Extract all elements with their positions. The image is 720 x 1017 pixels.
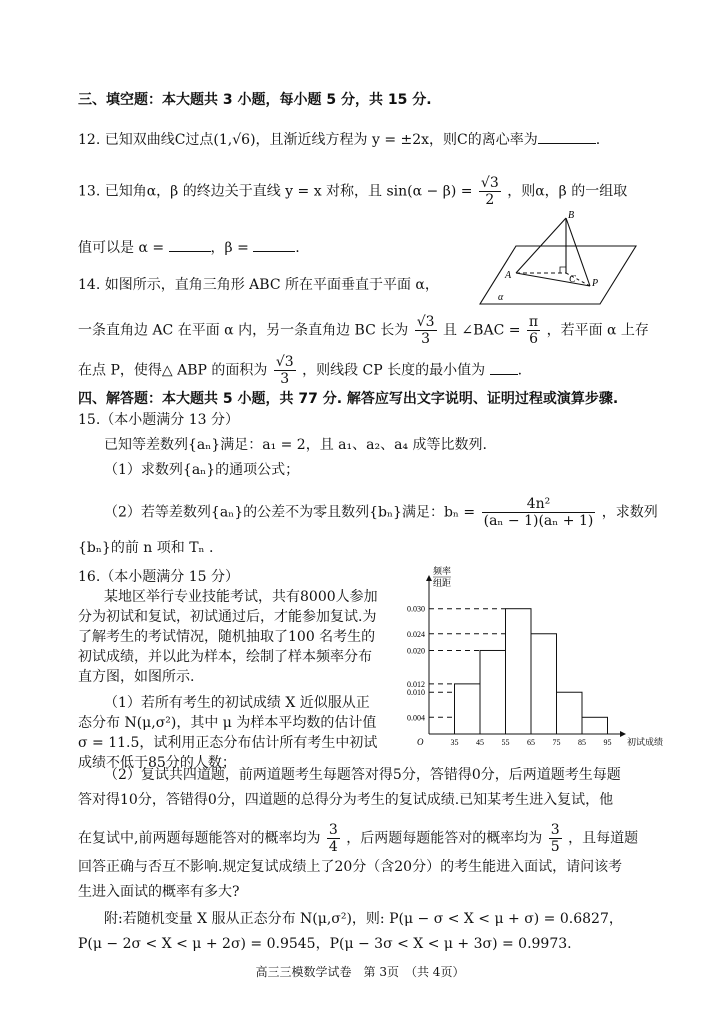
- right-angle-mark: [560, 267, 566, 273]
- q14-frac2-num: π: [528, 314, 539, 330]
- q14-l2b: 且 ∠BAC =: [442, 322, 521, 339]
- section3-heading: [78, 90, 432, 110]
- question-14: [78, 275, 439, 295]
- q16-frac1-num: 3: [328, 822, 338, 838]
- q16-frac2: [549, 822, 562, 855]
- q16-part1-line-2: 态分布 N(μ,σ²)，其中 μ 为样本平均数的估计值: [78, 715, 377, 731]
- x-axis-label: 初试成绩: [627, 737, 664, 747]
- q15-part2: [104, 496, 658, 529]
- q14-line1: 14. 如图所示，直角三角形 ABC 所在平面垂直于平面 α，: [78, 277, 439, 293]
- label-A: A: [505, 270, 512, 281]
- q14-frac2-den: 6: [529, 331, 538, 347]
- q13-text-e: .: [295, 240, 300, 256]
- histogram-chart: [393, 566, 693, 752]
- x-tick-label: 35: [450, 738, 459, 747]
- x-tick-label: 75: [552, 738, 561, 747]
- q14-l3a: 在点 P，使得△ ABP 的面积为: [78, 362, 268, 379]
- q16-body-line-3: 了解考生的考试情况，随机抽取了100 名考生的: [78, 629, 376, 645]
- q16-body-line-1: 某地区举行专业技能考试，共有8000人参加: [104, 589, 378, 605]
- q14-answer-blank[interactable]: [490, 360, 518, 375]
- q13-text: 13. 已知角α，β 的终边关于直线 y = x 对称，且 sin(α − β) =: [78, 183, 473, 200]
- question-13: [78, 175, 627, 208]
- label-C: C: [569, 274, 576, 285]
- q16-body-line-4: 初试成绩，并以此为样本，绘制了样本频率分布: [78, 649, 372, 665]
- q14-frac1-num: √3: [416, 314, 435, 330]
- q15-fraction: [482, 496, 596, 529]
- q15-frac-num: 4n²: [482, 496, 596, 513]
- q13-frac-den: 2: [485, 192, 495, 208]
- question-13-cont: [78, 237, 300, 258]
- q13-text-c: 值可以是 α =: [78, 240, 165, 256]
- x-tick-label: 95: [603, 738, 612, 747]
- label-alpha: α: [498, 292, 504, 303]
- label-B: B: [568, 210, 575, 221]
- q14-frac3-den: 3: [280, 371, 290, 387]
- section4-heading: [78, 389, 618, 409]
- y-tick-label: 0.030: [407, 604, 425, 614]
- q16-part2-line1: （2）复试共四道题，前两道题考生每题答对得5分，答错得0分，后两道题考生每题: [104, 767, 621, 783]
- q12-text: 12. 已知双曲线C过点(1,√6)，且渐近线方程为 y = ±2x，则C的离心率为: [78, 132, 538, 148]
- q14-plane-figure: [478, 206, 638, 306]
- x-tick-label: 85: [578, 738, 586, 747]
- q14-frac3-num: √3: [275, 354, 294, 370]
- q16-body-line-2: 分为初试和复试，初试通过后，才能参加复试.为: [78, 609, 377, 625]
- q15-p2b: ，求数列: [601, 504, 658, 521]
- page-footer: 高三三模数学试卷 第 3页 （共 4页）: [255, 965, 465, 979]
- q16-appendix-line1: 附:若随机变量 X 服从正态分布 N(μ,σ²)，则: P(μ − σ < X < μ + σ) = 0.6827，: [104, 911, 623, 927]
- q13-text-d: ，β =: [210, 240, 249, 256]
- q15-title: 15.（本小题满分 13 分）: [78, 412, 239, 428]
- q13-fraction: [479, 175, 501, 208]
- q16-part2-line5: 生进入面试的概率有多大?: [78, 884, 240, 900]
- q13-frac-num: √3: [480, 175, 499, 191]
- q16-l3c: ，且每道题: [568, 830, 639, 847]
- question-14-line2: [78, 314, 649, 347]
- x-tick-label: 55: [501, 738, 510, 747]
- section4-heading-text: 四、解答题：本大题共 5 小题，共 77 分. 解答应写出文字说明、证明过程或演算步骤.: [78, 391, 619, 407]
- q13-text-b: ，则α，β 的一组取: [507, 183, 628, 200]
- q14-frac1-den: 3: [421, 331, 431, 347]
- plane-alpha-shape: [480, 246, 636, 304]
- y-tick-label: 0.004: [407, 713, 425, 723]
- q16-appendix-line2: P(μ − 2σ < X < μ + 2σ) = 0.9545，P(μ − 3σ < X < μ + 3σ) = 0.9973.: [78, 936, 572, 952]
- question-14-line3: [78, 354, 522, 387]
- q16-part1-line-4: 成绩不低于85分的人数；: [78, 755, 236, 771]
- y-axis-label-bottom: 组距: [433, 578, 452, 588]
- q15-given: 已知等差数列{aₙ}满足：a₁ = 2，且 a₁、a₂、a₄ 成等比数列.: [104, 437, 487, 453]
- origin-label: O: [417, 737, 424, 747]
- q15-p2a: （2）若等差数列{aₙ}的公差不为零且数列{bₙ}满足：bₙ =: [104, 504, 476, 521]
- q16-title: 16.（本小题满分 15 分）: [78, 569, 239, 585]
- y-tick-label: 0.012: [407, 679, 425, 689]
- q14-frac-bc: [415, 314, 437, 347]
- y-tick-label: 0.020: [407, 646, 425, 656]
- histogram-bar-45-55: [480, 650, 506, 734]
- q16-frac1: [327, 822, 340, 855]
- q13-alpha-blank[interactable]: [169, 237, 211, 252]
- q16-l3b: ，后两题每题能答对的概率均为: [346, 830, 543, 847]
- x-tick-label: 65: [527, 738, 535, 747]
- q15-part2-cont: {bₙ}的前 n 项和 Tₙ .: [78, 540, 214, 556]
- q14-l3b: ，则线段 CP 长度的最小值为: [302, 362, 486, 379]
- q15-frac-den: (aₙ − 1)(aₙ + 1): [483, 513, 594, 529]
- y-axis-label-top: 频率: [433, 566, 452, 576]
- histogram-bar-75-85: [557, 692, 583, 734]
- histogram-bar-65-75: [531, 634, 557, 734]
- y-tick-label: 0.010: [407, 688, 425, 698]
- q16-frac2-den: 5: [550, 839, 560, 855]
- q16-frac2-num: 3: [550, 822, 560, 838]
- histogram-bar-55-65: [506, 609, 532, 734]
- q14-frac-angle: [527, 314, 540, 347]
- q16-part2-line3: [78, 822, 638, 855]
- x-tick-label: 45: [476, 738, 484, 747]
- q16-part2-line2: 答对得10分，答错得0分，四道题的总得分为考生的复试成绩.已知某考生进入复试，他: [78, 792, 614, 808]
- q16-part1-line-1: （1）若所有考生的初试成绩 X 近似服从正: [104, 695, 370, 711]
- q16-part2-line4: 回答正确与否互不影响.规定复试成绩上了20分（含20分）的考生能进入面试，请问该考: [78, 859, 623, 875]
- question-12: [78, 129, 600, 150]
- label-P: P: [592, 278, 599, 289]
- q14-l2c: ，若平面 α 上存: [546, 322, 649, 339]
- histogram-bar-35-45: [455, 684, 481, 734]
- histogram-bar-85-95: [582, 717, 608, 734]
- q16-part1-line-3: σ = 11.5，试利用正态分布估计所有考生中初试: [78, 735, 378, 751]
- q16-l3a: 在复试中,前两题每题能答对的概率均为: [78, 830, 321, 847]
- q14-frac-area: [274, 354, 296, 387]
- section3-heading-text: 三、填空题：本大题共 3 小题，每小题 5 分，共 15 分.: [78, 92, 432, 108]
- q12-end: .: [595, 132, 601, 148]
- q16-frac1-den: 4: [328, 839, 338, 855]
- q12-answer-blank[interactable]: [538, 129, 596, 144]
- q16-body-line-5: 直方图，如图所示.: [78, 669, 195, 685]
- q14-l2a: 一条直角边 AC 在平面 α 内，另一条直角边 BC 长为: [78, 322, 409, 339]
- q14-l3c: .: [517, 362, 523, 379]
- q13-beta-blank[interactable]: [253, 237, 295, 252]
- q15-part1: （1）求数列{aₙ}的通项公式；: [104, 462, 300, 478]
- y-tick-label: 0.024: [407, 629, 425, 639]
